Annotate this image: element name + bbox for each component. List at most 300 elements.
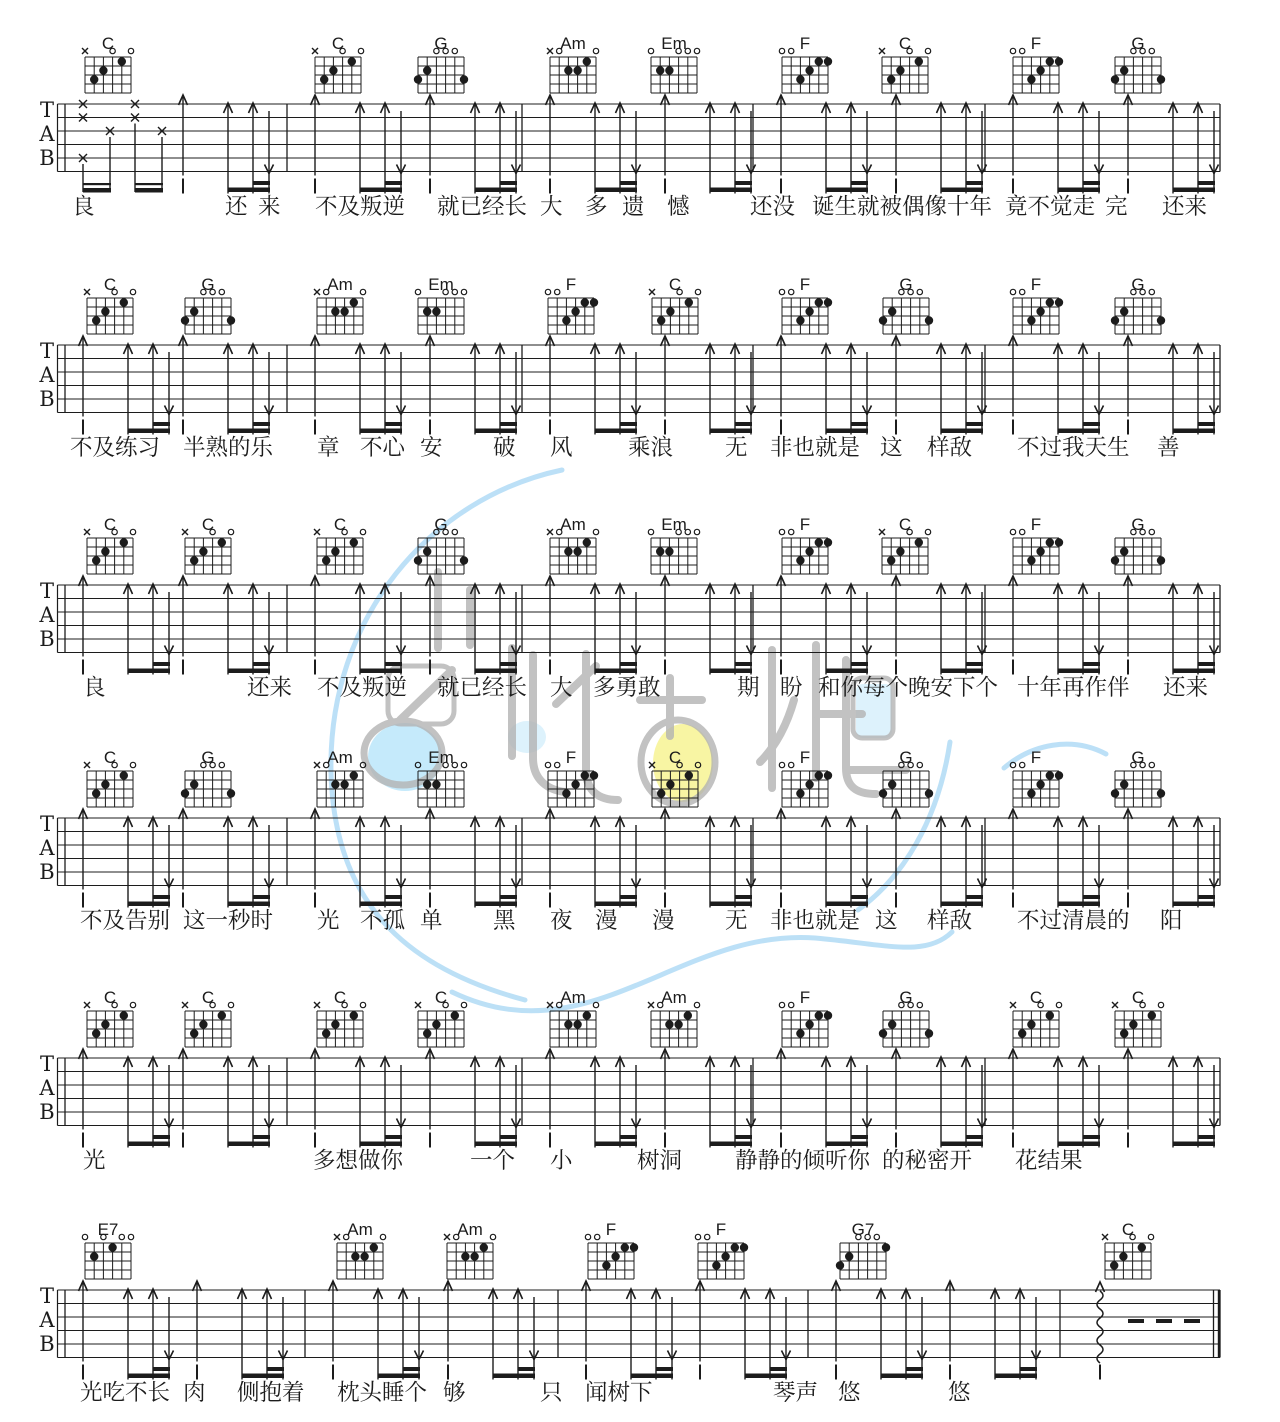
chord-label: Am (661, 988, 687, 1007)
beam (228, 188, 270, 193)
tab-row (38, 1220, 1220, 1405)
fingering-dot (190, 307, 198, 315)
beam-secondary (153, 1135, 170, 1139)
beam-secondary (385, 895, 402, 899)
chord-diagram (181, 748, 235, 807)
open-string-marker (1010, 529, 1015, 534)
lyric: 还 (225, 194, 248, 219)
rest-dash (1128, 1319, 1144, 1323)
beam-secondary (735, 422, 752, 426)
chord-label: C (201, 988, 215, 1007)
fingering-dot (824, 298, 832, 306)
open-string-marker (219, 762, 224, 767)
fingering-dot (181, 316, 189, 324)
open-string-marker (694, 1002, 699, 1007)
fingering-dot (562, 316, 570, 324)
fingering-dot (815, 538, 823, 546)
fingering-dot (583, 1011, 591, 1019)
fingering-dot (120, 298, 128, 306)
fingering-dot (90, 75, 98, 83)
chord-diagram (1111, 34, 1165, 93)
lyric: 大 (550, 675, 573, 700)
beam-secondary (385, 422, 402, 426)
lyric: 的秘密开 (882, 1148, 973, 1173)
chord-label: Am (560, 988, 586, 1007)
open-string-marker (779, 762, 784, 767)
fingering-dot (340, 307, 348, 315)
beam (1058, 669, 1100, 674)
lyric: 多勇敢 (593, 675, 661, 700)
lyric: 光 (83, 1148, 106, 1173)
lyric: 不及叛逆 (317, 675, 408, 700)
lyric: 悠 (838, 1380, 861, 1405)
fingering-dot (199, 1020, 207, 1028)
beam-secondary (851, 662, 868, 666)
fingering-dot (423, 66, 431, 74)
open-string-marker (130, 1002, 135, 1007)
staff-clef-letter: T (39, 579, 55, 603)
staff-clef-letter: T (39, 1284, 55, 1308)
fingering-dot (581, 298, 589, 306)
chord-diagram (879, 34, 931, 93)
beam (1058, 902, 1100, 907)
chord-diagram (879, 748, 933, 807)
fingering-dot (882, 1243, 890, 1251)
fingering-dot (925, 1029, 933, 1037)
lyric: 漫 (652, 908, 675, 933)
chord-label: Em (428, 275, 454, 294)
beam-secondary (770, 1367, 787, 1371)
chord-diagram (547, 515, 599, 574)
lyric: 花结果 (1015, 1148, 1083, 1173)
chord-diagram (1111, 515, 1165, 574)
rest-dash (1184, 1319, 1200, 1323)
lyric: 枕头睡个 (337, 1380, 428, 1405)
open-string-marker (779, 48, 784, 53)
fingering-dot (805, 780, 813, 788)
chord-label: C (103, 275, 117, 294)
fingering-dot (1018, 1029, 1026, 1037)
fingering-dot (571, 780, 579, 788)
fingering-dot (460, 75, 468, 83)
chord-diagram (836, 1220, 890, 1279)
beam (1173, 429, 1215, 434)
beam-secondary (1083, 1135, 1100, 1139)
chord-label: Em (661, 34, 687, 53)
fingering-dot (824, 1011, 832, 1019)
beam (135, 183, 163, 185)
open-string-marker (1010, 48, 1015, 53)
fingering-dot (721, 1252, 729, 1260)
rest-dash (1156, 1319, 1172, 1323)
chord-diagram (314, 275, 366, 334)
fingering-dot (360, 1252, 368, 1260)
fingering-dot (887, 556, 895, 564)
beam-secondary (620, 181, 637, 185)
chord-diagram (334, 1220, 386, 1279)
fingering-dot (1111, 75, 1119, 83)
beam (1173, 902, 1215, 907)
lyrics-line (83, 1148, 1083, 1173)
beam-secondary (1083, 422, 1100, 426)
beam (360, 188, 402, 193)
lyric: 静静的倾听你 (735, 1148, 871, 1173)
fingering-dot (1148, 1011, 1156, 1019)
staff-clef-letter: B (39, 1332, 55, 1356)
beam (378, 1374, 420, 1379)
fingering-dot (815, 771, 823, 779)
fingering-dot (1110, 1261, 1118, 1269)
lyric: 还没 (750, 194, 796, 219)
beam (826, 429, 868, 434)
open-string-marker (461, 289, 466, 294)
chord-label: G (1131, 34, 1145, 53)
beam-secondary (500, 422, 517, 426)
fingering-dot (583, 538, 591, 546)
fingering-dot (656, 547, 664, 555)
fingering-dot (1119, 1252, 1127, 1260)
chord-diagram (182, 515, 234, 574)
open-string-marker (545, 289, 550, 294)
open-string-marker (130, 289, 135, 294)
fingering-dot (685, 298, 693, 306)
fingering-dot (1027, 789, 1035, 797)
beam-secondary (851, 1135, 868, 1139)
lyric: 漫 (595, 908, 618, 933)
score (38, 34, 1220, 1405)
fingering-dot (118, 57, 126, 65)
chord-diagram (1010, 275, 1063, 334)
chord-diagram (879, 515, 931, 574)
lyrics-line (83, 675, 1208, 700)
open-string-marker (1149, 48, 1154, 53)
chord-label: G (899, 748, 913, 767)
beam (475, 188, 517, 193)
open-string-marker (1148, 1234, 1153, 1239)
beam-secondary (966, 1135, 983, 1139)
beam-secondary (403, 1367, 420, 1371)
chord-label: Am (457, 1220, 483, 1239)
beam-secondary (1198, 1135, 1215, 1139)
staff-clef-letter: T (39, 1052, 55, 1076)
chord-diagram (779, 988, 832, 1047)
open-string-marker (415, 289, 420, 294)
fingering-dot (571, 307, 579, 315)
fingering-dot (796, 316, 804, 324)
fingering-dot (1157, 75, 1165, 83)
fingering-dot (879, 316, 887, 324)
chord-diagram (779, 275, 832, 334)
lyric: 不过清晨的 (1017, 908, 1130, 933)
open-string-marker (130, 762, 135, 767)
open-string-marker (593, 1002, 598, 1007)
fingering-dot (1129, 1020, 1137, 1028)
chord-diagram (779, 34, 832, 93)
fingering-dot (1157, 316, 1165, 324)
fingering-dot (731, 1243, 739, 1251)
watermark (331, 470, 1106, 1011)
fingering-dot (562, 789, 570, 797)
chord-label: C (101, 34, 115, 53)
open-string-marker (789, 289, 794, 294)
chord-diagram (84, 275, 136, 334)
beam (710, 902, 752, 907)
open-string-marker (452, 48, 457, 53)
open-string-marker (874, 1234, 879, 1239)
lyric: 这一秒时 (183, 908, 274, 933)
open-string-marker (360, 1002, 365, 1007)
lyric: 章 (317, 435, 340, 460)
lyric: 光吃不长 (80, 1380, 171, 1405)
staff-clef-letter: B (39, 860, 55, 884)
beam-secondary (620, 1135, 637, 1139)
fingering-dot (199, 547, 207, 555)
chord-diagram (547, 988, 599, 1047)
fingering-dot (470, 1252, 478, 1260)
chord-diagram (84, 748, 136, 807)
watermark-swoosh (331, 470, 1106, 1011)
beam (710, 188, 752, 193)
beam (228, 429, 270, 434)
staff-clef-letter: T (39, 98, 55, 122)
beam-secondary (253, 662, 270, 666)
chord-diagram (1010, 34, 1063, 93)
chord-diagram (314, 515, 366, 574)
chord-label: Am (560, 515, 586, 534)
fingering-dot (320, 75, 328, 83)
open-string-marker (555, 762, 560, 767)
lyric: 安 (420, 435, 443, 460)
beam (1058, 188, 1100, 193)
open-string-marker (695, 289, 700, 294)
lyric: 够 (443, 1380, 466, 1405)
open-string-marker (461, 762, 466, 767)
staff-clef-letter: A (39, 122, 55, 146)
fingering-dot (1120, 1029, 1128, 1037)
fingering-dot (887, 75, 895, 83)
fingering-dot (1111, 316, 1119, 324)
lyric: 树洞 (637, 1148, 683, 1173)
fingering-dot (348, 57, 356, 65)
beam-secondary (385, 662, 402, 666)
chord-diagram (82, 1220, 133, 1279)
fingering-dot (432, 307, 440, 315)
fingering-dot (461, 1252, 469, 1260)
fingering-dot (331, 1020, 339, 1028)
fingering-dot (674, 1020, 682, 1028)
fingering-dot (656, 66, 664, 74)
beam (228, 1142, 270, 1147)
beam (941, 669, 983, 674)
lyric: 非也就是 (770, 435, 861, 460)
chord-diagram (414, 34, 468, 93)
chord-label: F (1030, 275, 1042, 294)
fingering-dot (451, 1011, 459, 1019)
beam-secondary (620, 662, 637, 666)
fingering-dot (836, 1261, 844, 1269)
beam (1173, 669, 1215, 674)
fingering-dot (181, 789, 189, 797)
fingering-dot (370, 1243, 378, 1251)
fingering-dot (1111, 789, 1119, 797)
lyrics-line (80, 1380, 971, 1405)
fingering-dot (340, 780, 348, 788)
fingering-dot (1157, 556, 1165, 564)
open-string-marker (228, 1002, 233, 1007)
fingering-dot (879, 789, 887, 797)
open-string-marker (1149, 289, 1154, 294)
fingering-dot (657, 316, 665, 324)
fingering-dot (1036, 780, 1044, 788)
lyric: 盼 (780, 675, 803, 700)
fingering-dot (1157, 789, 1165, 797)
staff-clef-letter: T (39, 812, 55, 836)
fingering-dot (602, 1261, 610, 1269)
lyric: 无 (725, 908, 748, 933)
lyric: 完 (1105, 194, 1128, 219)
chord-label: F (715, 1220, 727, 1239)
lyric: 只 (540, 1380, 563, 1405)
beam-secondary (253, 181, 270, 185)
fingering-dot (915, 538, 923, 546)
beam (493, 1374, 535, 1379)
open-string-marker (1056, 1002, 1061, 1007)
fingering-dot (879, 1029, 887, 1037)
beam-secondary (253, 1135, 270, 1139)
fingering-dot (351, 1252, 359, 1260)
chord-label: C (1121, 1220, 1135, 1239)
fingering-dot (227, 789, 235, 797)
muted-hit-group (79, 100, 166, 193)
lyric: 悠 (948, 1380, 971, 1405)
chord-diagram (181, 275, 235, 334)
fingering-dot (590, 298, 598, 306)
beam-secondary (620, 895, 637, 899)
beam (631, 1374, 673, 1379)
beam-secondary (735, 895, 752, 899)
beam (83, 183, 111, 185)
beam (242, 1374, 284, 1379)
beam (595, 902, 637, 907)
lyric: 不孤 (360, 908, 406, 933)
open-string-marker (779, 289, 784, 294)
fingering-dot (350, 771, 358, 779)
beam-secondary (966, 895, 983, 899)
beam (128, 1374, 170, 1379)
fingering-dot (1027, 556, 1035, 564)
chord-label: C (103, 748, 117, 767)
chord-label: C (103, 988, 117, 1007)
open-string-marker (648, 48, 653, 53)
lyric: 大 (540, 194, 563, 219)
chord-label: F (799, 275, 811, 294)
fingering-dot (432, 780, 440, 788)
open-string-marker (1020, 762, 1025, 767)
open-string-marker (360, 529, 365, 534)
staff-clef-letter: A (39, 1308, 55, 1332)
open-string-marker (490, 1234, 495, 1239)
chord-diagram (415, 275, 466, 334)
chord-label: C (898, 34, 912, 53)
beam-secondary (656, 1367, 673, 1371)
open-string-marker (925, 529, 930, 534)
lyric: 就已经长 (437, 675, 528, 700)
lyric: 这 (880, 435, 903, 460)
open-string-marker (917, 762, 922, 767)
fingering-dot (896, 66, 904, 74)
beam-secondary (500, 1135, 517, 1139)
open-string-marker (695, 1234, 700, 1239)
open-string-marker (694, 529, 699, 534)
chord-label: Am (347, 1220, 373, 1239)
lyric: 样敌 (927, 908, 973, 933)
beam (128, 1142, 170, 1147)
beam (1058, 429, 1100, 434)
fingering-dot (665, 1020, 673, 1028)
staff-clef-letter: B (39, 1100, 55, 1124)
beam (360, 902, 402, 907)
chord-label: G (201, 748, 215, 767)
chord-label: G (434, 515, 448, 534)
fingering-dot (1036, 66, 1044, 74)
fingering-dot (92, 556, 100, 564)
lyric: 不及叛逆 (315, 194, 406, 219)
fingering-dot (1027, 75, 1035, 83)
lyric: 良 (72, 194, 95, 219)
tab-row (38, 275, 1220, 460)
beam-secondary (851, 895, 868, 899)
fingering-dot (92, 789, 100, 797)
fingering-dot (824, 538, 832, 546)
beam-secondary (253, 895, 270, 899)
beam (228, 669, 270, 674)
open-string-marker (360, 289, 365, 294)
open-string-marker (694, 48, 699, 53)
beam (941, 902, 983, 907)
chord-diagram (648, 34, 699, 93)
tab-row (38, 34, 1220, 219)
chord-label: F (565, 275, 577, 294)
chord-label: C (434, 988, 448, 1007)
fingering-dot (740, 1243, 748, 1251)
lyric: 风 (550, 435, 573, 460)
beam (128, 902, 170, 907)
chord-diagram (648, 515, 699, 574)
fingering-dot (1120, 307, 1128, 315)
fingering-dot (824, 57, 832, 65)
beam (83, 188, 111, 193)
staff-clef-letter: A (39, 603, 55, 627)
beam (826, 902, 868, 907)
open-string-marker (555, 289, 560, 294)
fingering-dot (101, 1020, 109, 1028)
fingering-dot (805, 66, 813, 74)
beam (228, 902, 270, 907)
fingering-dot (925, 316, 933, 324)
open-string-marker (461, 1002, 466, 1007)
lyric: 闻树下 (585, 1380, 653, 1405)
fingering-dot (1138, 1243, 1146, 1251)
chord-label: G (899, 275, 913, 294)
lyric: 单 (420, 908, 443, 933)
chord-label: C (333, 988, 347, 1007)
beam (941, 188, 983, 193)
lyric: 良 (83, 675, 106, 700)
chord-diagram (547, 34, 599, 93)
fingering-dot (190, 780, 198, 788)
chord-label: G (434, 34, 448, 53)
beam (745, 1374, 787, 1379)
